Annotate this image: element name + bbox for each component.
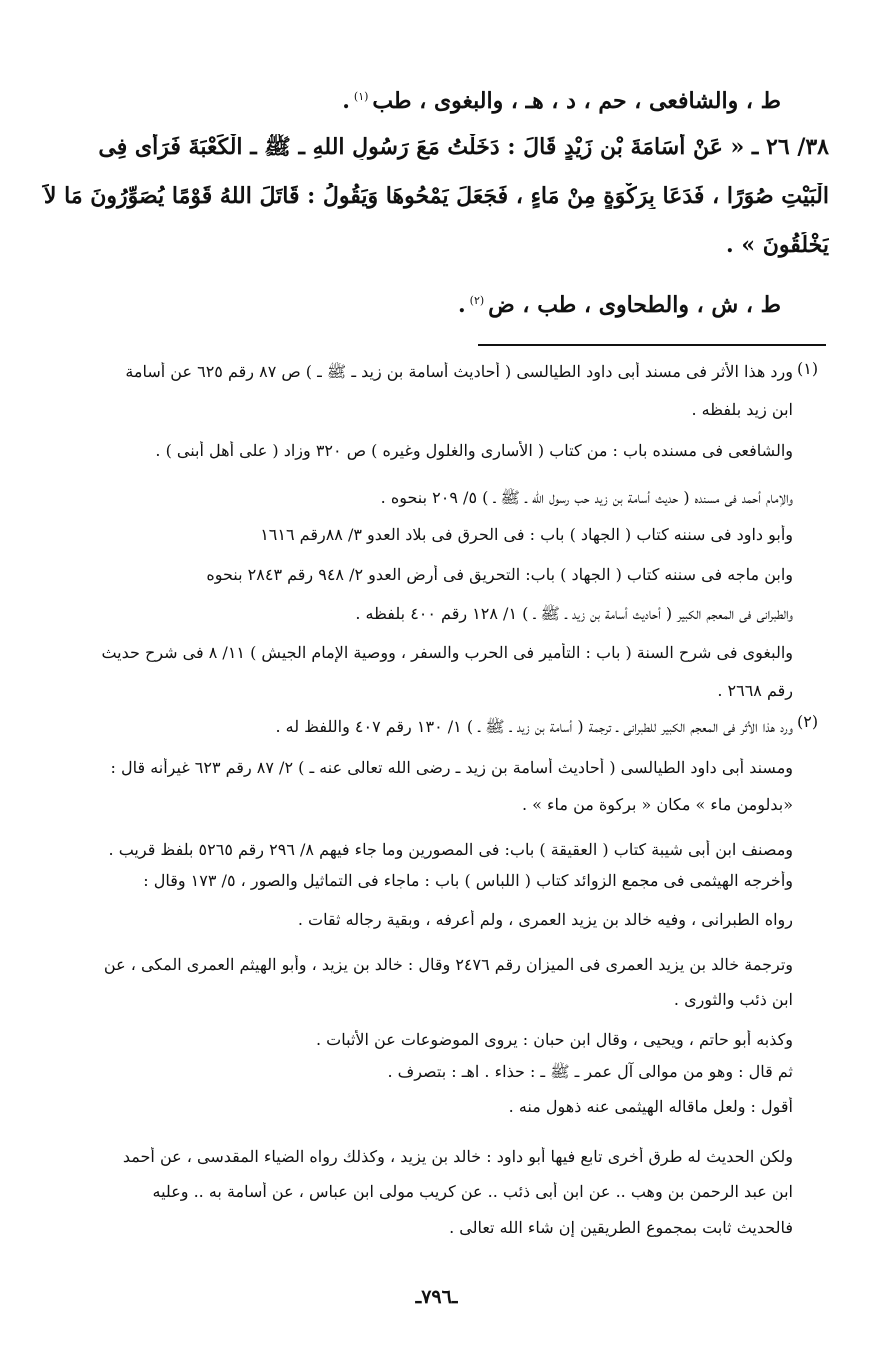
page-number: ـ٧٩٦ـ	[415, 1286, 458, 1308]
hadith-line-3: يَخْلُقُونَ » .	[726, 232, 829, 258]
footnote-line-18: وكذبه أبو حاتم ، ويحيى ، وقال ابن حبان : يروى الموضوعات عن الأثبات .	[316, 1030, 793, 1049]
main-sources-text: ط ، ش ، والطحاوى ، طب ، ض	[488, 292, 781, 318]
footnote-line-6: وابن ماجه فى سننه كتاب ( الجهاد ) باب: التحريق فى أرض العدو ٢/ ٩٤٨ رقم ٢٨٤٣ بنحوه	[206, 565, 793, 584]
footnote-ref-2: (٢)	[469, 293, 485, 307]
footnote-line-14: وأخرجه الهيثمى فى مجمع الزوائد كتاب ( اللباس ) باب : ماجاء فى التماثيل والصور ، ٥/ ١٧٣ وقال :	[143, 871, 793, 890]
footnote-line-21: ولكن الحديث له طرق أخرى تابع فيها أبو داود : خالد بن يزيد ، وكذلك رواه الضياء المقدسى ، عن أحمد	[122, 1147, 793, 1166]
footnote-line-7: والطبرانى فى المعجم الكبير ( أحاديث أسامة بن زيد ـ ﷺ ـ ) ١/ ١٢٨ رقم ٤٠٠ بلفظه .	[355, 604, 793, 623]
main-sources	[81, 292, 781, 318]
footnote-line-4: والإمام أحمد فى مسنده ( حديث أسامة بن زيد حب رسول الله ـ ﷺ ـ ) ٥/ ٢٠٩ بنحوه .	[380, 488, 793, 507]
footnote-line-13: ومصنف ابن أبى شيبة كتاب ( العقيقة ) باب: فى المصورين وما جاء فيهم ٨/ ٢٩٦ رقم ٥٢٦٥ بلفظ قريب .	[108, 840, 793, 859]
footnote-mark-2: (٢)	[797, 712, 819, 731]
footnote-line-5: وأبو داود فى سننه كتاب ( الجهاد ) باب : فى الحرق فى بلاد العدو ٣/ ٨٨رقم ١٦١٦	[260, 525, 793, 544]
footnote-line-16: وترجمة خالد بن يزيد العمرى فى الميزان رقم ٢٤٧٦ وقال : خالد بن يزيد ، وأبو الهيثم العمرى المكى ، عن	[103, 955, 793, 974]
main-line-prev-text: ط ، والشافعى ، حم ، د ، هـ ، والبغوى ، طب	[372, 88, 781, 114]
footnote-line-3: والشافعى فى مسنده باب : من كتاب ( الأسارى والغلول وغيره ) ص ٣٢٠ وزاد ( على أهل أبنى ) .	[155, 441, 793, 460]
footnote-line-19: ثم قال : وهو من موالى آل عمر ـ ﷺ ـ : حذاء . اهـ : بتصرف .	[387, 1062, 793, 1081]
footnote-line-12: «بدلومن ماء » مكان « بركوة من ماء » .	[521, 795, 793, 814]
hadith-line-2: الْبَيْتِ صُوَرًا ، فَدَعَا بِرَكْوَةٍ مِنْ مَاءٍ ، فَجَعَلَ يَمْحُوهَا وَيَقُولُ : قَاتَلَ اللهُ قَوْمًا يُصَوِّرُونَ مَا لاَ	[43, 183, 829, 209]
footnote-line-1: ورد هذا الأثر فى مسند أبى داود الطيالسى ( أحاديث أسامة بن زيد ـ ﷺ ـ ) ص ٨٧ رقم ٦٢٥ عن أسامة	[125, 362, 793, 381]
footnote-line-23: فالحديث ثابت بمجموع الطريقين إن شاء الله تعالى .	[449, 1218, 793, 1237]
footnote-line-17: ابن ذئب والثورى .	[673, 990, 793, 1009]
main-line-prev-end: .	[342, 88, 350, 114]
footnote-line-10: ورد هذا الأثر فى المعجم الكبير للطبرانى ـ ترجمة ( أسامة بن زيد ـ ﷺ ـ ) ١/ ١٣٠ رقم ٤٠٧ واللفظ له .	[275, 717, 793, 736]
footnote-line-8: والبغوى فى شرح السنة ( باب : التأمير فى الحرب والسفر ، ووصية الإمام الجيش ) ١١/ ٨ فى شرح حديث	[101, 643, 793, 662]
main-sources-end: .	[457, 292, 466, 318]
footnote-line-11: ومسند أبى داود الطيالسى ( أحاديث أسامة بن زيد ـ رضى الله تعالى عنه ـ ) ٢/ ٨٧ رقم ٦٢٣ غيرأنه قال :	[110, 758, 793, 777]
footnote-line-9: رقم ٢٦٦٨ .	[717, 681, 793, 700]
footnote-line-20: أقول : ولعل ماقاله الهيثمى عنه ذهول منه .	[508, 1097, 793, 1116]
footnote-separator	[478, 344, 826, 346]
footnote-mark-1: (١)	[797, 359, 819, 378]
footnote-line-2: ابن زيد بلفظه .	[691, 400, 793, 419]
footnote-line-22: ابن عبد الرحمن بن وهب .. عن ابن أبى ذئب .. عن كريب مولى ابن عباس ، عن أسامة به .. وعليه	[152, 1182, 793, 1201]
footnote-line-15: رواه الطبرانى ، وفيه خالد بن يزيد العمرى ، ولم أعرفه ، وبقية رجاله ثقات .	[297, 910, 793, 929]
footnote-ref-1: (١)	[353, 89, 369, 103]
main-line-prev	[81, 88, 781, 114]
hadith-line-1: ٣٨/ ٢٦ ـ « عَنْ أُسَامَةَ بْنِ زَيْدٍ قَالَ : دَخَلْتُ مَعَ رَسُولِ اللهِ ـ ﷺ ـ الْكَعْبَةَ فَرَأَى فِى	[98, 134, 829, 160]
